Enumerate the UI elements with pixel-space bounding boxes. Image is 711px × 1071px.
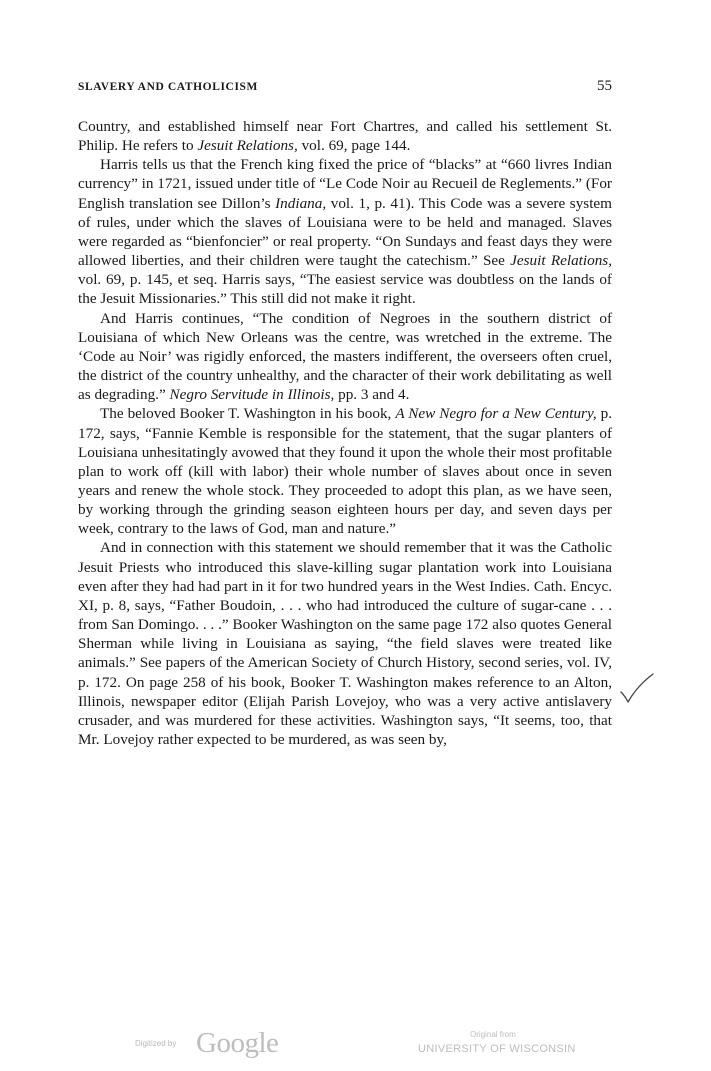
text-run: And in connection with this statement we should remember that it was the Catholic Jesuit Priests who introduced this slave-killing sugar plantation work into Louisiana even after they had had part in it for two hundred years in the West Indies. Cath. Encyc. XI, p. 8, says, “Father Boudoin, . . . who had introduced the culture of sugar-cane . . . from San Domingo. . . .” Booker Washington on the same page 172 also quotes General Sherman while living in Louisiana as saying, “the field slaves were treated like animals.” See papers of the American Society of Church History, second series, vol. IV, p. 172. On page 258 of his book, Booker T. Washington makes reference to an Alton, Illinois, newspaper editor (Elijah Parish Lovejoy, who was a very active antislavery crusader, and was murdered for these activities. Washington says, “It seems, too, that Mr. Lovejoy rather expected to be murdered, as was seen by, bbox=[78, 539, 612, 748]
paragraph bbox=[78, 155, 612, 308]
italic-text: Jesuit Relations, bbox=[510, 252, 612, 270]
body-text bbox=[78, 117, 612, 749]
text-run: pp. 3 and 4. bbox=[334, 386, 410, 404]
text-run: The beloved Booker T. Washington in his book, bbox=[100, 405, 396, 423]
italic-text: Jesuit Relations, bbox=[197, 137, 298, 155]
page-number: 55 bbox=[597, 78, 612, 94]
paragraph bbox=[78, 404, 612, 538]
text-run: p. 172, says, “Fannie Kemble is responsible for the statement, that the sugar planters of Louisiana unhesitatingly avowed that they found it upon the whole their most profitable plan to work off (kill with labor) their whole number of slaves about once in seven years and renew the whole stock. They proceeded to adopt this plan, as we have seen, by working through the grinding season eighteen hours per day, and seven days per week, contrary to the laws of God, man and nature.” bbox=[78, 405, 612, 538]
text-run: Harris tells us that the French king fixed the price of “blacks” at “660 livres Indian currency” in 1721, issued under title of “Le Code Noir au Recueil de Reglements.” (For English translation see Dillon’s bbox=[78, 156, 612, 212]
text-run: Country, and established himself near Fort Chartres, and called his settlement St. Philip. He refers to bbox=[78, 118, 612, 155]
text-run: And Harris continues, “The condition of Negroes in the southern district of Louisiana of which New Orleans was the centre, was wretched in the extreme. The ‘Code au Noir’ was rigidly enforced, the masters indifferent, the overseers often cruel, the district of the country unhealthy, and the character of their work debilitating as well as degrading.” bbox=[78, 309, 612, 404]
scan-footer bbox=[0, 1020, 711, 1070]
italic-text: A New Negro for a New Century, bbox=[395, 405, 597, 423]
italic-text: Indiana, bbox=[275, 194, 327, 212]
paragraph bbox=[78, 309, 612, 405]
original-from-label: Original from bbox=[470, 1030, 516, 1039]
text-run: vol. 1, p. 41). This Code was a severe system of rules, under which the slaves of Louisiana were to be held and managed. Slaves were regarded as “bienfoncier” or real property. “On Sundays and feast days they were allowed liberties, and their children were taught the catechism.” See bbox=[78, 194, 612, 270]
italic-text: Negro Servitude in Illinois, bbox=[169, 386, 335, 404]
digitized-by-label: Digitized by bbox=[135, 1039, 177, 1048]
running-head bbox=[78, 78, 612, 95]
paragraph bbox=[78, 538, 612, 749]
text-run: vol. 69, page 144. bbox=[297, 137, 411, 155]
library-name: UNIVERSITY OF WISCONSIN bbox=[418, 1043, 576, 1055]
google-logo: Google bbox=[196, 1027, 279, 1059]
paragraph bbox=[78, 117, 612, 155]
text-run: vol. 69, p. 145, et seq. Harris says, “The easiest service was doubtless on the lands of the Jesuit Missionaries.” This still did not make it right. bbox=[78, 271, 612, 308]
running-title: SLAVERY AND CATHOLICISM bbox=[78, 81, 258, 93]
checkmark-icon bbox=[619, 672, 655, 706]
